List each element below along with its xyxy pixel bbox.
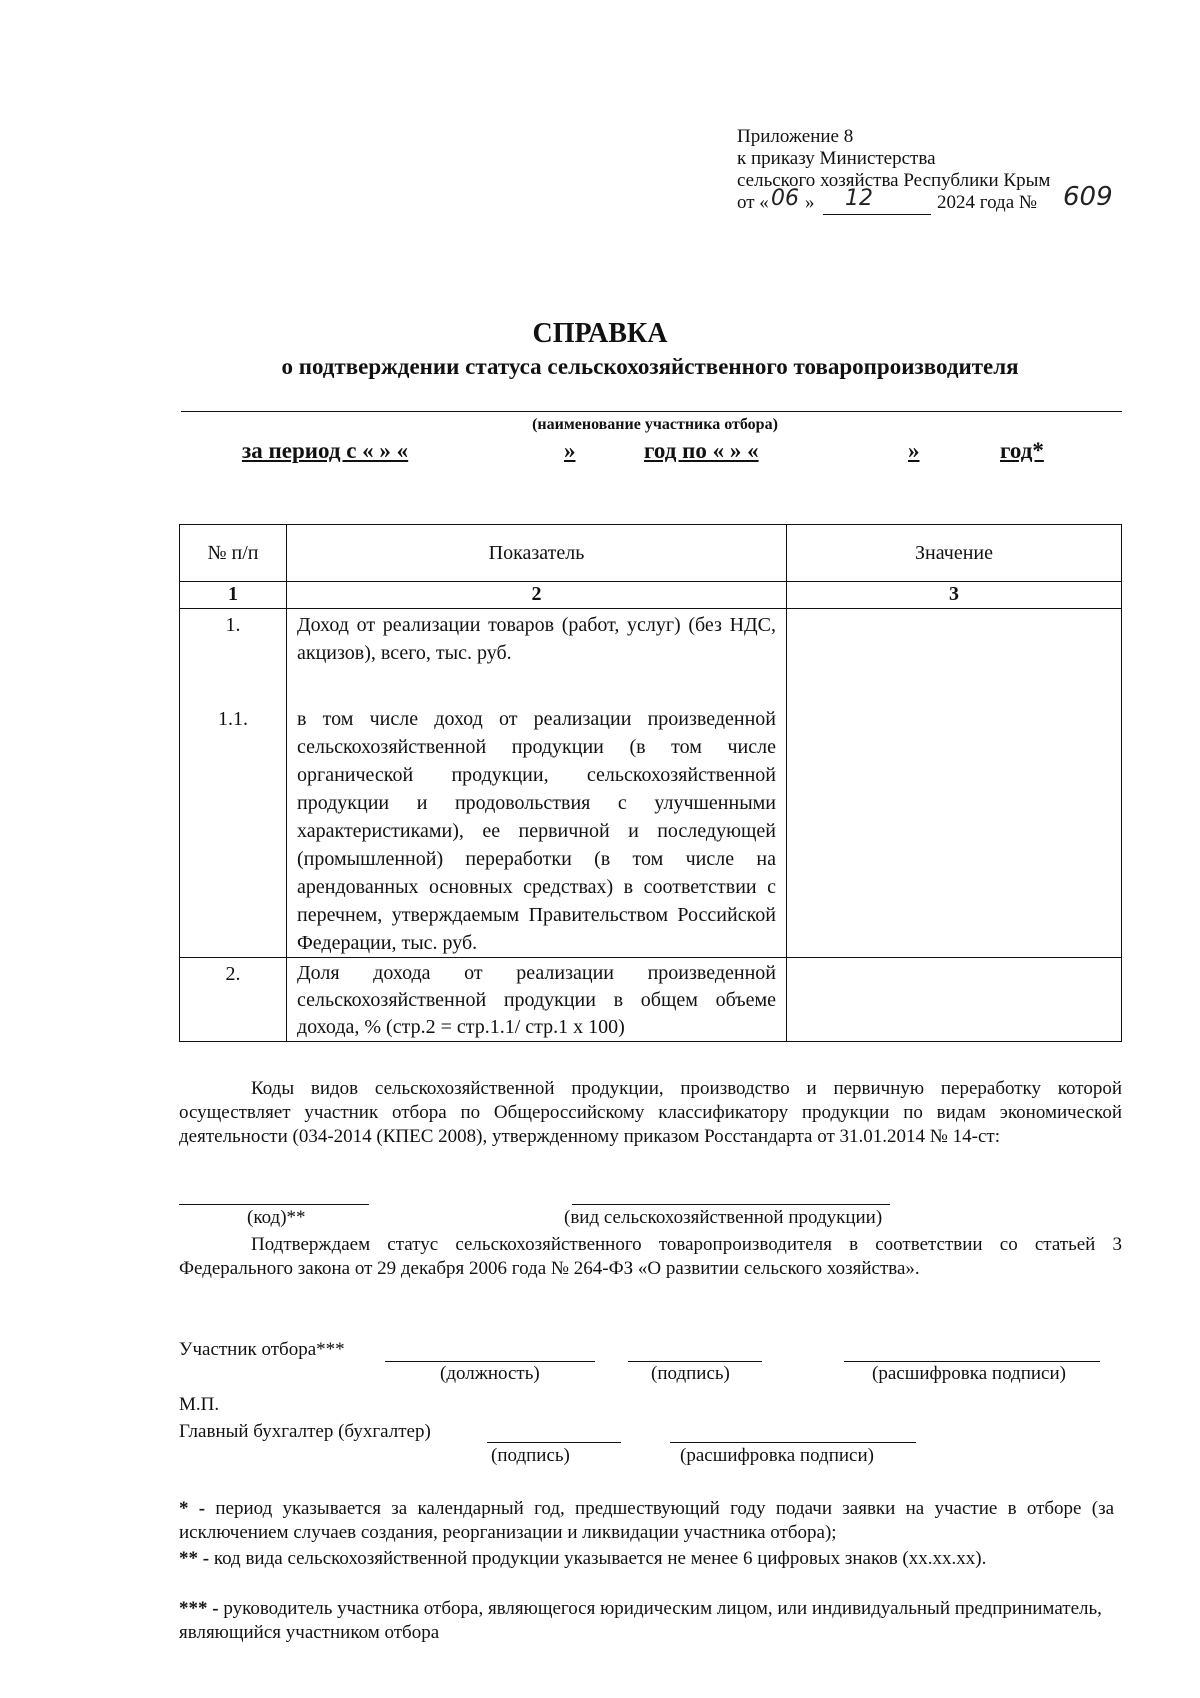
table-header-row [180, 525, 1122, 582]
accountant-decoding-line [670, 1442, 916, 1443]
footnote-1-text: период указывается за календарный год, предшествующий году подачи заявки на участие в отборе (за исключением случаев создания, реорганизации и ликвидации участника отбора); [179, 1498, 1115, 1543]
code-line [179, 1204, 369, 1205]
col-number-1: 1 [180, 582, 287, 609]
table-row [180, 958, 1122, 1042]
period-to: год по « » « [644, 438, 759, 463]
participant-label: Участник отбора*** [179, 1339, 345, 1360]
date-prefix: от « [737, 192, 769, 213]
code-caption: (код)** [247, 1207, 306, 1228]
footnote-2 [179, 1547, 1059, 1571]
row-value [787, 609, 1122, 958]
footnote-2-text: код вида сельскохозяйственной продукции указывается не менее 6 цифровых знаков (хх.хх.хх). [213, 1548, 987, 1569]
period-from: за период с « » « [242, 438, 409, 463]
row-indicator: Доход от реализации товаров (работ, услуг) (без НДС, акцизов), всего, тыс. руб. [297, 614, 776, 664]
col-number-2: 2 [287, 582, 787, 609]
handwritten-month: 12 [845, 186, 873, 211]
decoding-caption: (расшифровка подписи) [872, 1363, 1066, 1384]
position-caption: (должность) [440, 1363, 540, 1384]
row-indicator: в том числе доход от реализации произведенной сельскохозяйственной продукции (в том числе органической продукции, сельскохозяйственной продукции и продовольствия с улучшенными характеристиками), ее первичной и последующей (промышленной) переработки (в том числе на арендованных основных средствах) в соответствии с перечнем, утверждаемым Правительством Российской Федерации, тыс. руб. [297, 708, 776, 954]
quote-close: » [805, 192, 815, 213]
period-to-close: » [908, 438, 920, 463]
footnote-2-mark: ** - [179, 1548, 210, 1569]
position-line [385, 1361, 595, 1362]
row-number: 1.1. [218, 708, 248, 730]
row-indicator: Доля дохода от реализации произведенной сельскохозяйственной продукции в общем объеме дохода, % (стр.2 = стр.1.1/ стр.1 х 100) [287, 958, 787, 1042]
header-number: № п/п [180, 525, 287, 582]
table-row [180, 609, 1122, 958]
footnote-3 [179, 1597, 1114, 1645]
header-indicator: Показатель [287, 525, 787, 582]
row-number-cell [180, 609, 287, 958]
handwritten-day: 06 [771, 186, 799, 211]
document-title: СПРАВКА [532, 318, 668, 349]
participant-name-line [181, 411, 1122, 412]
handwritten-number: 609 [1063, 182, 1113, 212]
year-text: 2024 года № [937, 192, 1038, 213]
signature-caption: (подпись) [651, 1363, 730, 1384]
period-from-close: » [564, 438, 576, 463]
column-numbers-row [180, 582, 1122, 609]
indicators-table [179, 524, 1122, 1042]
row-indicator-cell [287, 609, 787, 958]
footnote-3-text: руководитель участника отбора, являющегося юридическим лицом, или индивидуальный предприниматель, являющийся участником отбора [179, 1598, 1102, 1643]
accountant-decoding-caption: (расшифровка подписи) [680, 1445, 874, 1466]
month-underline [823, 214, 931, 215]
ministry-line: сельского хозяйства Республики Крым [737, 170, 1051, 191]
order-line: к приказу Министерства [737, 148, 936, 169]
product-caption: (вид сельскохозяйственной продукции) [564, 1207, 883, 1228]
participant-caption: (наименование участника отбора) [532, 416, 778, 433]
product-line [572, 1204, 890, 1205]
appendix-line: Приложение 8 [737, 126, 854, 147]
row-number: 1. [225, 614, 241, 636]
codes-paragraph: Коды видов сельскохозяйственной продукции, производство и первичную переработку которой осуществляет участник отбора по Общероссийскому классификатору продукции по видам экономической деятельности (034-2014 (КПЕС 2008), утвержденному приказом Росстандарта от 31.01.2014 № 14-ст: [179, 1078, 1122, 1147]
accountant-signature-line [487, 1442, 621, 1443]
col-number-3: 3 [787, 582, 1122, 609]
accountant-signature-caption: (подпись) [491, 1445, 570, 1466]
footnote-1-mark: * - [179, 1498, 206, 1519]
seal-label: М.П. [179, 1394, 220, 1415]
signature-line [628, 1361, 762, 1362]
row-value [787, 958, 1122, 1042]
appendix-header [737, 126, 1137, 216]
confirm-paragraph: Подтверждаем статус сельскохозяйственного товаропроизводителя в соответствии со статьей 3 Федерального закона от 29 декабря 2006 года № 264-ФЗ «О развитии сельского хозяйства». [179, 1234, 1122, 1279]
document-subtitle: о подтверждении статуса сельскохозяйственного товаропроизводителя [281, 354, 1019, 379]
footnote-3-mark: *** - [179, 1598, 219, 1619]
header-value: Значение [787, 525, 1122, 582]
order-date-line [737, 182, 1137, 216]
decoding-line [844, 1361, 1100, 1362]
period-year: год* [1000, 438, 1044, 463]
row-number: 2. [180, 958, 287, 1042]
accountant-label: Главный бухгалтер (бухгалтер) [179, 1421, 431, 1442]
footnote-1 [179, 1497, 1114, 1545]
